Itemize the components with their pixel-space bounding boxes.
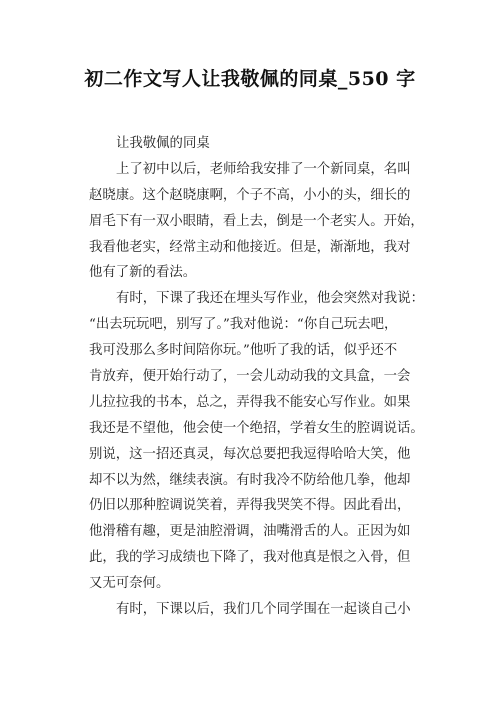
paragraph-line: 我看他老实，经常主动和他接近。但是，渐渐地，我对 [89, 239, 411, 255]
paragraph-line: 赵晓康。这个赵晓康啊，个子不高，小小的头，细长的 [89, 187, 411, 203]
paragraph-line: 我可没那么多时间陪你玩。”他听了我的话，似乎还不 [89, 343, 398, 359]
paragraph-line: 儿拉拉我的书本，总之，弄得我不能安心写作业。如果 [89, 394, 411, 410]
paragraph-line: 有时，下课以后，我们几个同学围在一起谈自己小 [116, 602, 411, 618]
paragraph-line: 有时，下课了我还在埋头写作业，他会突然对我说： [116, 291, 424, 307]
paragraph-line: 别说，这一招还真灵，每次总要把我逗得哈哈大笑，他 [89, 446, 411, 462]
paragraph-line: 却不以为然，继续表演。有时我冷不防给他几拳，他却 [89, 472, 411, 488]
document-body [89, 131, 429, 623]
paragraph-line: 我还是不望他，他会使一个绝招，学着女生的腔调说话。 [89, 420, 424, 436]
paragraph-line: 又无可奈何。 [89, 576, 170, 592]
paragraph-line: 上了初中以后，老师给我安排了一个新同桌，名叫 [116, 161, 411, 177]
paragraph-line: 眉毛下有一双小眼睛，看上去，倒是一个老实人。开始， [89, 213, 424, 229]
paragraph-line: 他有了新的看法。 [89, 265, 197, 281]
paragraph-line: 仍旧以那种腔调说笑着，弄得我哭笑不得。因此看出， [89, 498, 411, 514]
paragraph-line: 此，我的学习成绩也下降了，我对他真是恨之入骨，但 [89, 550, 411, 566]
paragraph-line: 让我敬佩的同桌 [116, 136, 210, 151]
paragraph-line: “出去玩玩吧，别写了。”我对他说：“你自己玩去吧， [89, 317, 398, 333]
paragraph-line: 肯放弃，便开始行动了，一会儿动动我的文具盒，一会 [89, 369, 411, 385]
document-title: 初二作文写人让我敬佩的同桌_550 字 [84, 68, 416, 90]
paragraph-line: 他滑稽有趣，更是油腔滑调，油嘴滑舌的人。正因为如 [89, 524, 411, 540]
